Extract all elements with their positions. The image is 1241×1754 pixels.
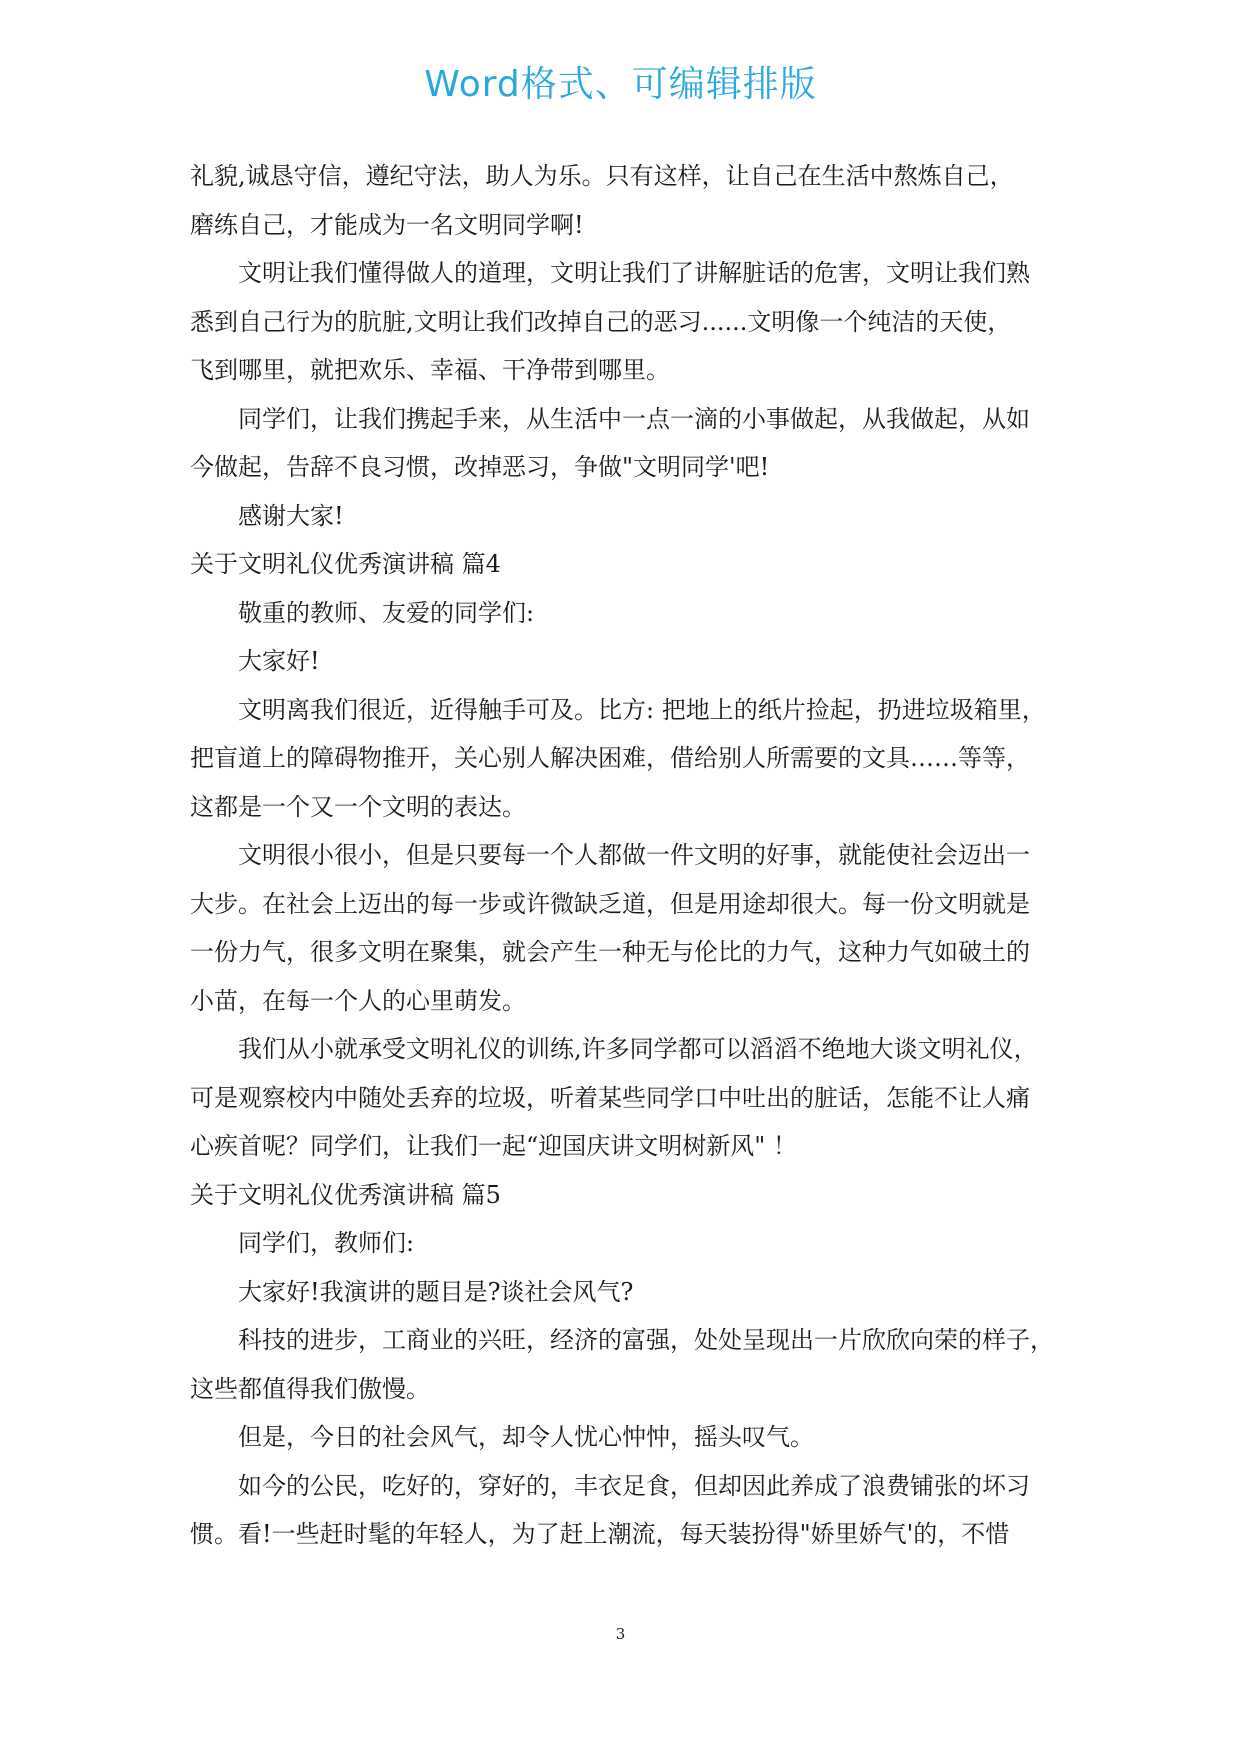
paragraph-line: 今做起，告辞不良习惯，改掉恶习，争做"文明同学'吧!	[190, 453, 770, 481]
paragraph-line: 文明很小很小，但是只要每一个人都做一件文明的好事，就能使社会迈出一	[238, 841, 1030, 869]
paragraph-line: 文明离我们很近，近得触手可及。比方: 把地上的纸片捡起，扔进垃圾箱里，	[238, 695, 1046, 724]
paragraph-line: 感谢大家!	[238, 501, 344, 530]
paragraph-line: 小苗，在每一个人的心里萌发。	[190, 986, 526, 1015]
paragraph-line: 大家好!	[238, 647, 320, 675]
paragraph-line: 这都是一个又一个文明的表达。	[190, 792, 526, 821]
paragraph-line: 一份力气，很多文明在聚集，就会产生一种无与伦比的力气，这种力气如破土的	[190, 938, 1030, 966]
paragraph-line: 悉到自己行为的肮脏,文明让我们改掉自己的恶习......文明像一个纯洁的天使，	[190, 307, 1012, 336]
paragraph-line: 把盲道上的障碍物推开，关心别人解决困难，借给别人所需要的文具……等等，	[190, 744, 1030, 772]
section-heading: 关于文明礼仪优秀演讲稿 篇5	[190, 1180, 501, 1209]
paragraph-line: 心疾首呢？同学们，让我们一起“迎国庆讲文明树新风" ！	[190, 1132, 797, 1160]
paragraph-line: 礼貌,诚恳守信，遵纪守法，助人为乐。只有这样，让自己在生活中熬炼自己，	[190, 162, 1014, 190]
paragraph-line: 可是观察校内中随处丢弃的垃圾，听着某些同学口中吐出的脏话，怎能不让人痛	[190, 1083, 1030, 1112]
paragraph-line: 大家好!我演讲的题目是?谈社会风气?	[238, 1277, 634, 1306]
paragraph-line: 大步。在社会上迈出的每一步或许微缺乏道，但是用途却很大。每一份文明就是	[190, 889, 1030, 918]
paragraph-line: 如今的公民，吃好的，穿好的，丰衣足食，但却因此养成了浪费铺张的坏习	[238, 1471, 1030, 1500]
page-number: 3	[615, 1625, 626, 1643]
paragraph-line: 我们从小就承受文明礼仪的训练,许多同学都可以滔滔不绝地大谈文明礼仪，	[238, 1035, 1038, 1063]
paragraph-line: 惯。看!一些赶时髦的年轻人，为了赶上潮流，每天装扮得"娇里娇气'的，不惜	[190, 1520, 1010, 1548]
paragraph-line: 同学们，教师们:	[238, 1229, 415, 1257]
paragraph-line: 文明让我们懂得做人的道理，文明让我们了讲解脏话的危害，文明让我们熟	[238, 259, 1030, 287]
paragraph-line: 敬重的教师、友爱的同学们:	[238, 598, 535, 627]
document-body	[190, 152, 1060, 1559]
paragraph-line: 飞到哪里，就把欢乐、幸福、干净带到哪里。	[190, 356, 670, 384]
paragraph-line: 同学们，让我们携起手来，从生活中一点一滴的小事做起，从我做起，从如	[238, 404, 1030, 433]
section-heading: 关于文明礼仪优秀演讲稿 篇4	[190, 550, 501, 578]
page-header-title: Word格式、可编辑排版	[424, 64, 817, 105]
paragraph-line: 磨练自己，才能成为一名文明同学啊!	[190, 210, 584, 239]
paragraph-line: 但是，今日的社会风气，却令人忧心忡忡，摇头叹气。	[238, 1423, 814, 1451]
paragraph-line: 科技的进步，工商业的兴旺，经济的富强，处处呈现出一片欣欣向荣的样子，	[238, 1326, 1054, 1354]
paragraph-line: 这些都值得我们傲慢。	[190, 1374, 430, 1403]
